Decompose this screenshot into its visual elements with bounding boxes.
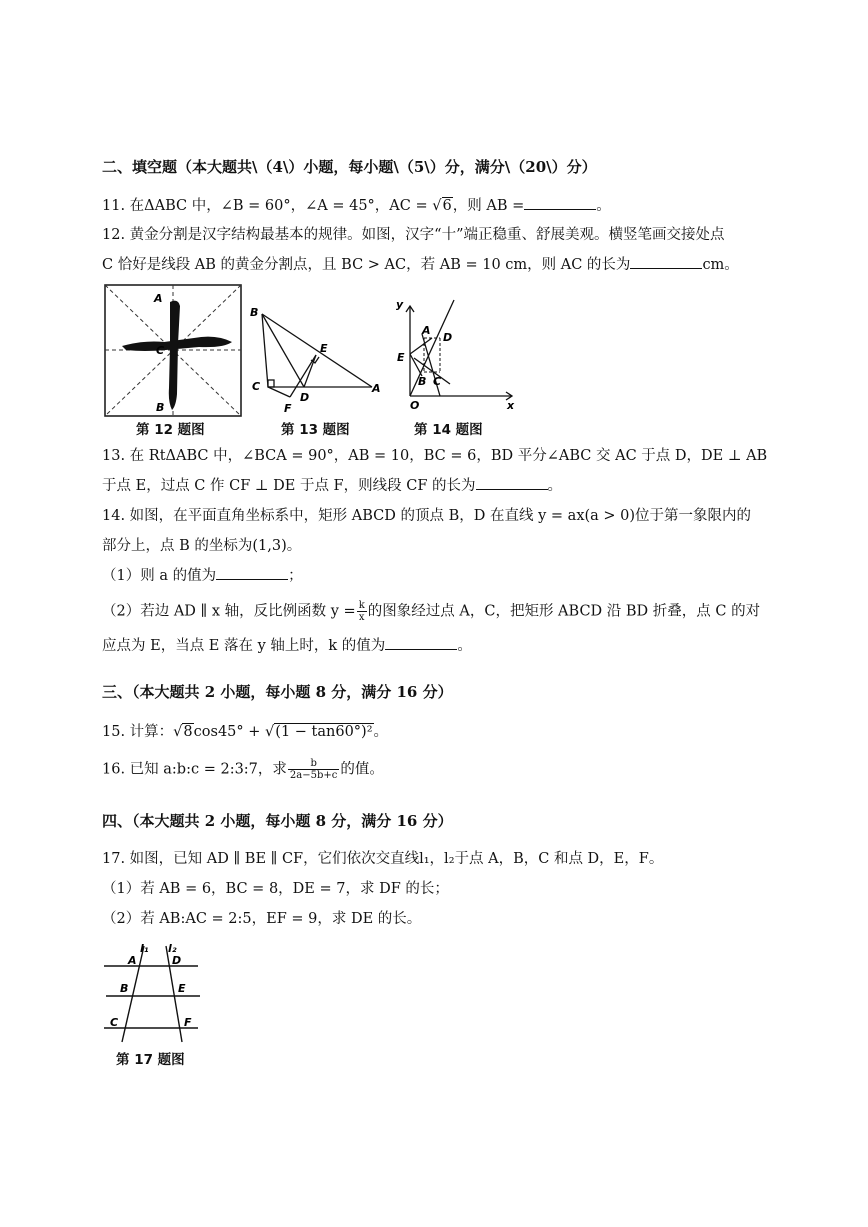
svg-text:D: D xyxy=(443,331,453,344)
svg-text:l₂: l₂ xyxy=(168,942,177,955)
question-17-line-1: 17. 如图，已知 AD ∥ BE ∥ CF，它们依次交直线l₁，l₂于点 A，B，C 和点 D，E，F。 xyxy=(102,851,664,867)
svg-text:E: E xyxy=(178,982,186,995)
svg-text:A: A xyxy=(154,292,163,305)
sqrt-8: √8 xyxy=(173,724,193,740)
svg-text:B: B xyxy=(250,306,259,319)
question-16: 16. 已知 a:b:c = 2:3:7，求 $\frac{b}{2a-5b+c}$ 的值。 xyxy=(102,758,384,781)
svg-text:y: y xyxy=(396,298,404,311)
svg-text:D: D xyxy=(172,954,182,967)
question-11: 11. 在ΔABC 中，∠B = 60°，∠A = 45°，AC = √6，则 AB = 。 xyxy=(102,198,611,214)
q11-text: 11. 在ΔABC 中，∠B = 60°，∠A = 45°，AC = xyxy=(102,198,433,214)
svg-text:C: C xyxy=(156,344,165,357)
question-12-line-1: 12. 黄金分割是汉字结构最基本的规律。如图，汉字“十”端正稳重、舒展美观。横竖笔画交接处点 xyxy=(102,227,725,243)
fraction-b-over-expression: $\frac{b}{2a-5b+c}$ xyxy=(289,758,338,781)
svg-text:F: F xyxy=(284,402,292,415)
figure-13 xyxy=(244,300,384,420)
sqrt-expression: √(1 − tan60°)² xyxy=(265,724,373,740)
svg-text:x: x xyxy=(507,399,515,412)
svg-text:B: B xyxy=(418,375,427,388)
svg-text:F: F xyxy=(184,1016,192,1029)
question-13-line-1: 13. 在 RtΔABC 中，∠BCA = 90°，AB = 10，BC = 6，BD 平分∠ABC 交 AC 于点 D，DE ⊥ AB xyxy=(102,448,768,464)
svg-text:A: A xyxy=(372,382,381,395)
answer-blank-14-1 xyxy=(216,567,288,580)
question-14-sub-2: （2）若边 AD ∥ x 轴，反比例函数 y = $\frac{k}{x}$ 的图象经过点 A，C，把矩形 ABCD 沿 BD 折叠，点 C 的对 xyxy=(102,600,761,623)
figure-17 xyxy=(102,938,202,1046)
svg-text:B: B xyxy=(120,982,129,995)
svg-text:B: B xyxy=(156,401,165,414)
svg-text:A: A xyxy=(422,324,431,337)
question-15: 15. 计算：√8cos45° + √(1 − tan60°)²。 xyxy=(102,724,389,740)
svg-text:C: C xyxy=(433,375,442,388)
svg-text:E: E xyxy=(320,342,328,355)
question-14-sub-2-line-2: 应点为 E，当点 E 落在 y 轴上时，k 的值为 。 xyxy=(102,638,472,654)
question-13-line-2: 于点 E，过点 C 作 CF ⊥ DE 于点 F，则线段 CF 的长为 。 xyxy=(102,478,562,494)
question-12-line-2: C 恰好是线段 AB 的黄金分割点，且 BC > AC，若 AB = 10 cm，则 AC 的长为 cm。 xyxy=(102,257,739,273)
figure-12 xyxy=(104,284,242,417)
svg-text:C: C xyxy=(110,1016,119,1029)
svg-text:C: C xyxy=(252,380,261,393)
svg-text:E: E xyxy=(397,351,405,364)
question-14-line-2: 部分上，点 B 的坐标为(1,3)。 xyxy=(102,538,302,554)
answer-blank-13 xyxy=(476,477,548,490)
section-3-heading: 三、（本大题共 2 小题，每小题 8 分，满分 16 分） xyxy=(102,683,453,701)
question-14-sub-1: （1）则 a 的值为 ； xyxy=(102,568,303,584)
answer-blank-14-2 xyxy=(385,637,457,650)
sqrt-6: √6 xyxy=(432,198,452,214)
section-2-heading: 二、填空题（本大题共\（4\）小题，每小题\（5\）分，满分\（20\）分） xyxy=(102,158,597,176)
figure-12-caption: 第 12 题图 xyxy=(136,422,205,438)
figure-13-caption: 第 13 题图 xyxy=(281,422,350,438)
svg-text:A: A xyxy=(128,954,137,967)
svg-text:D: D xyxy=(300,391,310,404)
figure-14 xyxy=(392,296,522,416)
figure-14-caption: 第 14 题图 xyxy=(414,422,483,438)
question-17-sub-2: （2）若 AB:AC = 2:5，EF = 9，求 DE 的长。 xyxy=(102,911,422,927)
section-4-heading: 四、（本大题共 2 小题，每小题 8 分，满分 16 分） xyxy=(102,812,453,830)
answer-blank-11 xyxy=(524,197,596,210)
question-14-line-1: 14. 如图，在平面直角坐标系中，矩形 ABCD 的顶点 B，D 在直线 y = ax(a > 0)位于第一象限内的 xyxy=(102,508,752,524)
svg-text:O: O xyxy=(410,399,420,412)
figure-17-caption: 第 17 题图 xyxy=(116,1052,185,1068)
answer-blank-12 xyxy=(630,256,702,269)
fraction-k-over-x: $\frac{k}{x}$ xyxy=(358,600,365,623)
question-17-sub-1: （1）若 AB = 6，BC = 8，DE = 7，求 DF 的长； xyxy=(102,881,449,897)
svg-text:l₁: l₁ xyxy=(140,942,149,955)
